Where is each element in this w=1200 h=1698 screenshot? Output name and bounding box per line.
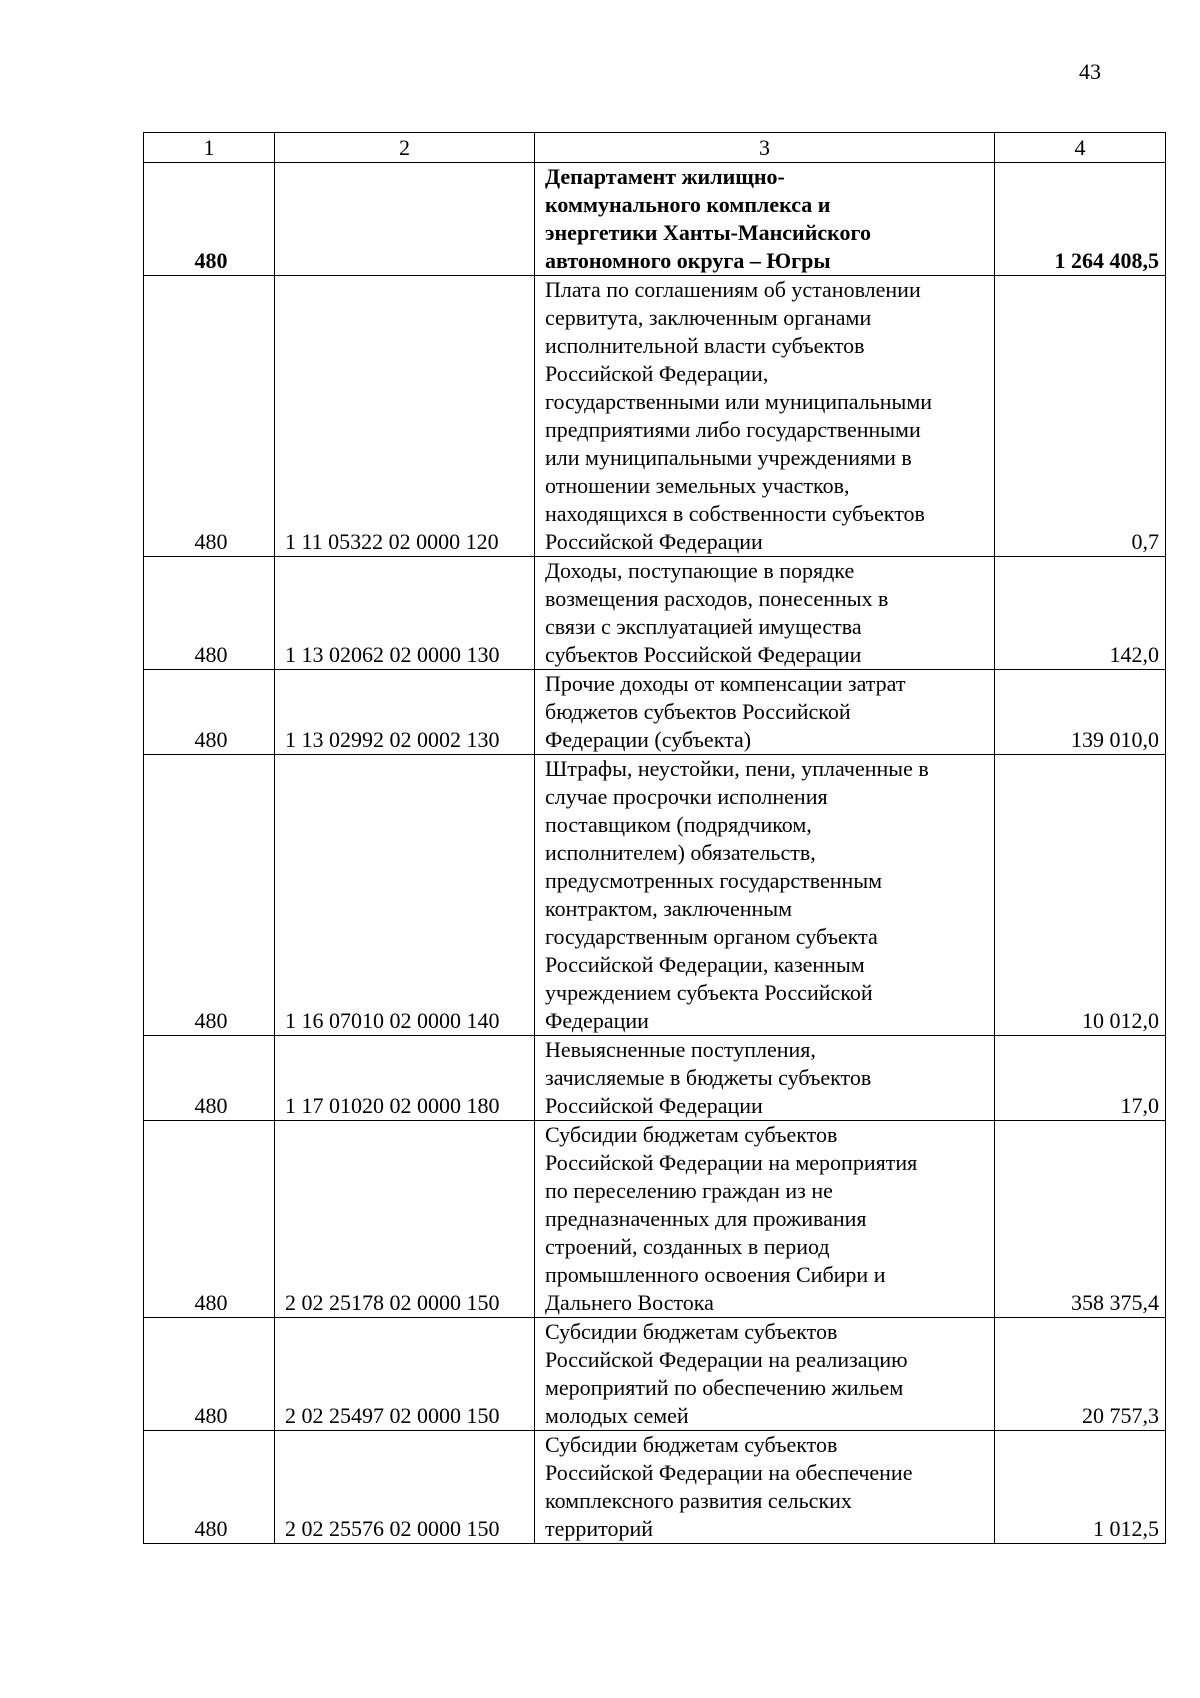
- description-line: контрактом, заключенным: [545, 896, 793, 921]
- description-line: случае просрочки исполнения: [545, 784, 828, 809]
- description-line: Российской Федерации на реализацию: [545, 1347, 908, 1372]
- admin-code-cell: 480: [144, 276, 275, 557]
- description-line: Невыясненные поступления,: [545, 1037, 816, 1062]
- description-line: зачисляемые в бюджеты субъектов: [545, 1065, 872, 1090]
- amount-cell: 139 010,0: [995, 670, 1166, 755]
- table-row: [144, 163, 1166, 276]
- description-cell: [535, 1121, 995, 1318]
- description-line: Субсидии бюджетам субъектов: [545, 1122, 838, 1147]
- table-row: [144, 1036, 1166, 1121]
- amount-cell: 10 012,0: [995, 755, 1166, 1036]
- description-line: Субсидии бюджетам субъектов: [545, 1432, 838, 1457]
- description-line: мероприятий по обеспечению жильем: [545, 1375, 904, 1400]
- page-number: 43: [1079, 59, 1101, 84]
- admin-code-cell: 480: [144, 557, 275, 670]
- amount-cell: 358 375,4: [995, 1121, 1166, 1318]
- description-line: Российской Федерации: [545, 529, 763, 554]
- description-cell: [535, 276, 995, 557]
- column-header: 2: [275, 133, 535, 163]
- column-header: 3: [535, 133, 995, 163]
- description-line: Доходы, поступающие в порядке: [545, 558, 855, 583]
- description-cell: [535, 1036, 995, 1121]
- description-line: Российской Федерации на мероприятия: [545, 1150, 918, 1175]
- description-line: молодых семей: [545, 1403, 689, 1428]
- description-line: исполнительной власти субъектов: [545, 333, 865, 358]
- description-line: отношении земельных участков,: [545, 473, 850, 498]
- revenue-code-cell: 2 02 25576 02 0000 150: [275, 1431, 535, 1544]
- revenue-code-cell: 2 02 25178 02 0000 150: [275, 1121, 535, 1318]
- revenue-code-cell: 1 17 01020 02 0000 180: [275, 1036, 535, 1121]
- description-line: государственным органом субъекта: [545, 924, 878, 949]
- description-line: Российской Федерации,: [545, 361, 769, 386]
- description-line: энергетики Ханты-Мансийского: [545, 220, 872, 245]
- table-row: [144, 755, 1166, 1036]
- admin-code-cell: 480: [144, 1431, 275, 1544]
- amount-cell: 1 264 408,5: [995, 163, 1166, 276]
- table-row: [144, 1121, 1166, 1318]
- description-line: Российской Федерации: [545, 1093, 763, 1118]
- table-row: [144, 670, 1166, 755]
- description-line: возмещения расходов, понесенных в: [545, 586, 889, 611]
- description-line: исполнителем) обязательств,: [545, 840, 816, 865]
- revenue-code-cell: 1 13 02992 02 0002 130: [275, 670, 535, 755]
- revenue-code-cell: 1 13 02062 02 0000 130: [275, 557, 535, 670]
- table-row: [144, 1431, 1166, 1544]
- description-line: коммунального комплекса и: [545, 192, 831, 217]
- description-line: государственными или муниципальными: [545, 389, 933, 414]
- description-line: находящихся в собственности субъектов: [545, 501, 925, 526]
- admin-code-cell: 480: [144, 163, 275, 276]
- description-line: Дальнего Востока: [545, 1290, 714, 1315]
- amount-cell: 17,0: [995, 1036, 1166, 1121]
- table-row: [144, 557, 1166, 670]
- description-line: учреждением субъекта Российской: [545, 980, 873, 1005]
- column-header: 1: [144, 133, 275, 163]
- table-row: [144, 1318, 1166, 1431]
- description-line: сервитута, заключенным органами: [545, 305, 872, 330]
- description-line: связи с эксплуатацией имущества: [545, 614, 862, 639]
- description-line: субъектов Российской Федерации: [545, 642, 862, 667]
- description-line: Субсидии бюджетам субъектов: [545, 1319, 838, 1344]
- description-cell: [535, 755, 995, 1036]
- description-line: Плата по соглашениям об установлении: [545, 277, 921, 302]
- amount-cell: 0,7: [995, 276, 1166, 557]
- budget-table: [143, 132, 1166, 1544]
- description-line: Федерации: [545, 1008, 649, 1033]
- description-cell: [535, 163, 995, 276]
- revenue-code-cell: 1 16 07010 02 0000 140: [275, 755, 535, 1036]
- description-cell: [535, 1431, 995, 1544]
- revenue-code-cell: 2 02 25497 02 0000 150: [275, 1318, 535, 1431]
- admin-code-cell: 480: [144, 755, 275, 1036]
- description-cell: [535, 557, 995, 670]
- description-line: строений, созданных в период: [545, 1234, 830, 1259]
- revenue-code-cell: [275, 163, 535, 276]
- admin-code-cell: 480: [144, 1318, 275, 1431]
- description-line: Штрафы, неустойки, пени, уплаченные в: [545, 756, 929, 781]
- description-line: Российской Федерации, казенным: [545, 952, 865, 977]
- description-line: промышленного освоения Сибири и: [545, 1262, 886, 1287]
- amount-cell: 20 757,3: [995, 1318, 1166, 1431]
- description-line: предусмотренных государственным: [545, 868, 883, 893]
- description-line: бюджетов субъектов Российской: [545, 699, 851, 724]
- revenue-code-cell: 1 11 05322 02 0000 120: [275, 276, 535, 557]
- description-line: поставщиком (подрядчиком,: [545, 812, 812, 837]
- amount-cell: 142,0: [995, 557, 1166, 670]
- description-line: Федерации (субъекта): [545, 727, 752, 752]
- admin-code-cell: 480: [144, 1036, 275, 1121]
- table-body: [144, 133, 1166, 1544]
- description-line: территорий: [545, 1516, 654, 1541]
- table-row: [144, 276, 1166, 557]
- description-line: комплексного развития сельских: [545, 1488, 852, 1513]
- amount-cell: 1 012,5: [995, 1431, 1166, 1544]
- description-line: или муниципальными учреждениями в: [545, 445, 912, 470]
- description-line: автономного округа – Югры: [545, 248, 831, 273]
- description-line: по переселению граждан из не: [545, 1178, 833, 1203]
- admin-code-cell: 480: [144, 1121, 275, 1318]
- description-line: Департамент жилищно-: [545, 164, 785, 189]
- description-line: предприятиями либо государственными: [545, 417, 921, 442]
- description-line: Прочие доходы от компенсации затрат: [545, 671, 906, 696]
- column-header: 4: [995, 133, 1166, 163]
- description-line: Российской Федерации на обеспечение: [545, 1460, 913, 1485]
- admin-code-cell: 480: [144, 670, 275, 755]
- description-line: предназначенных для проживания: [545, 1206, 867, 1231]
- description-cell: [535, 1318, 995, 1431]
- table-header-row: [144, 133, 1166, 163]
- description-cell: [535, 670, 995, 755]
